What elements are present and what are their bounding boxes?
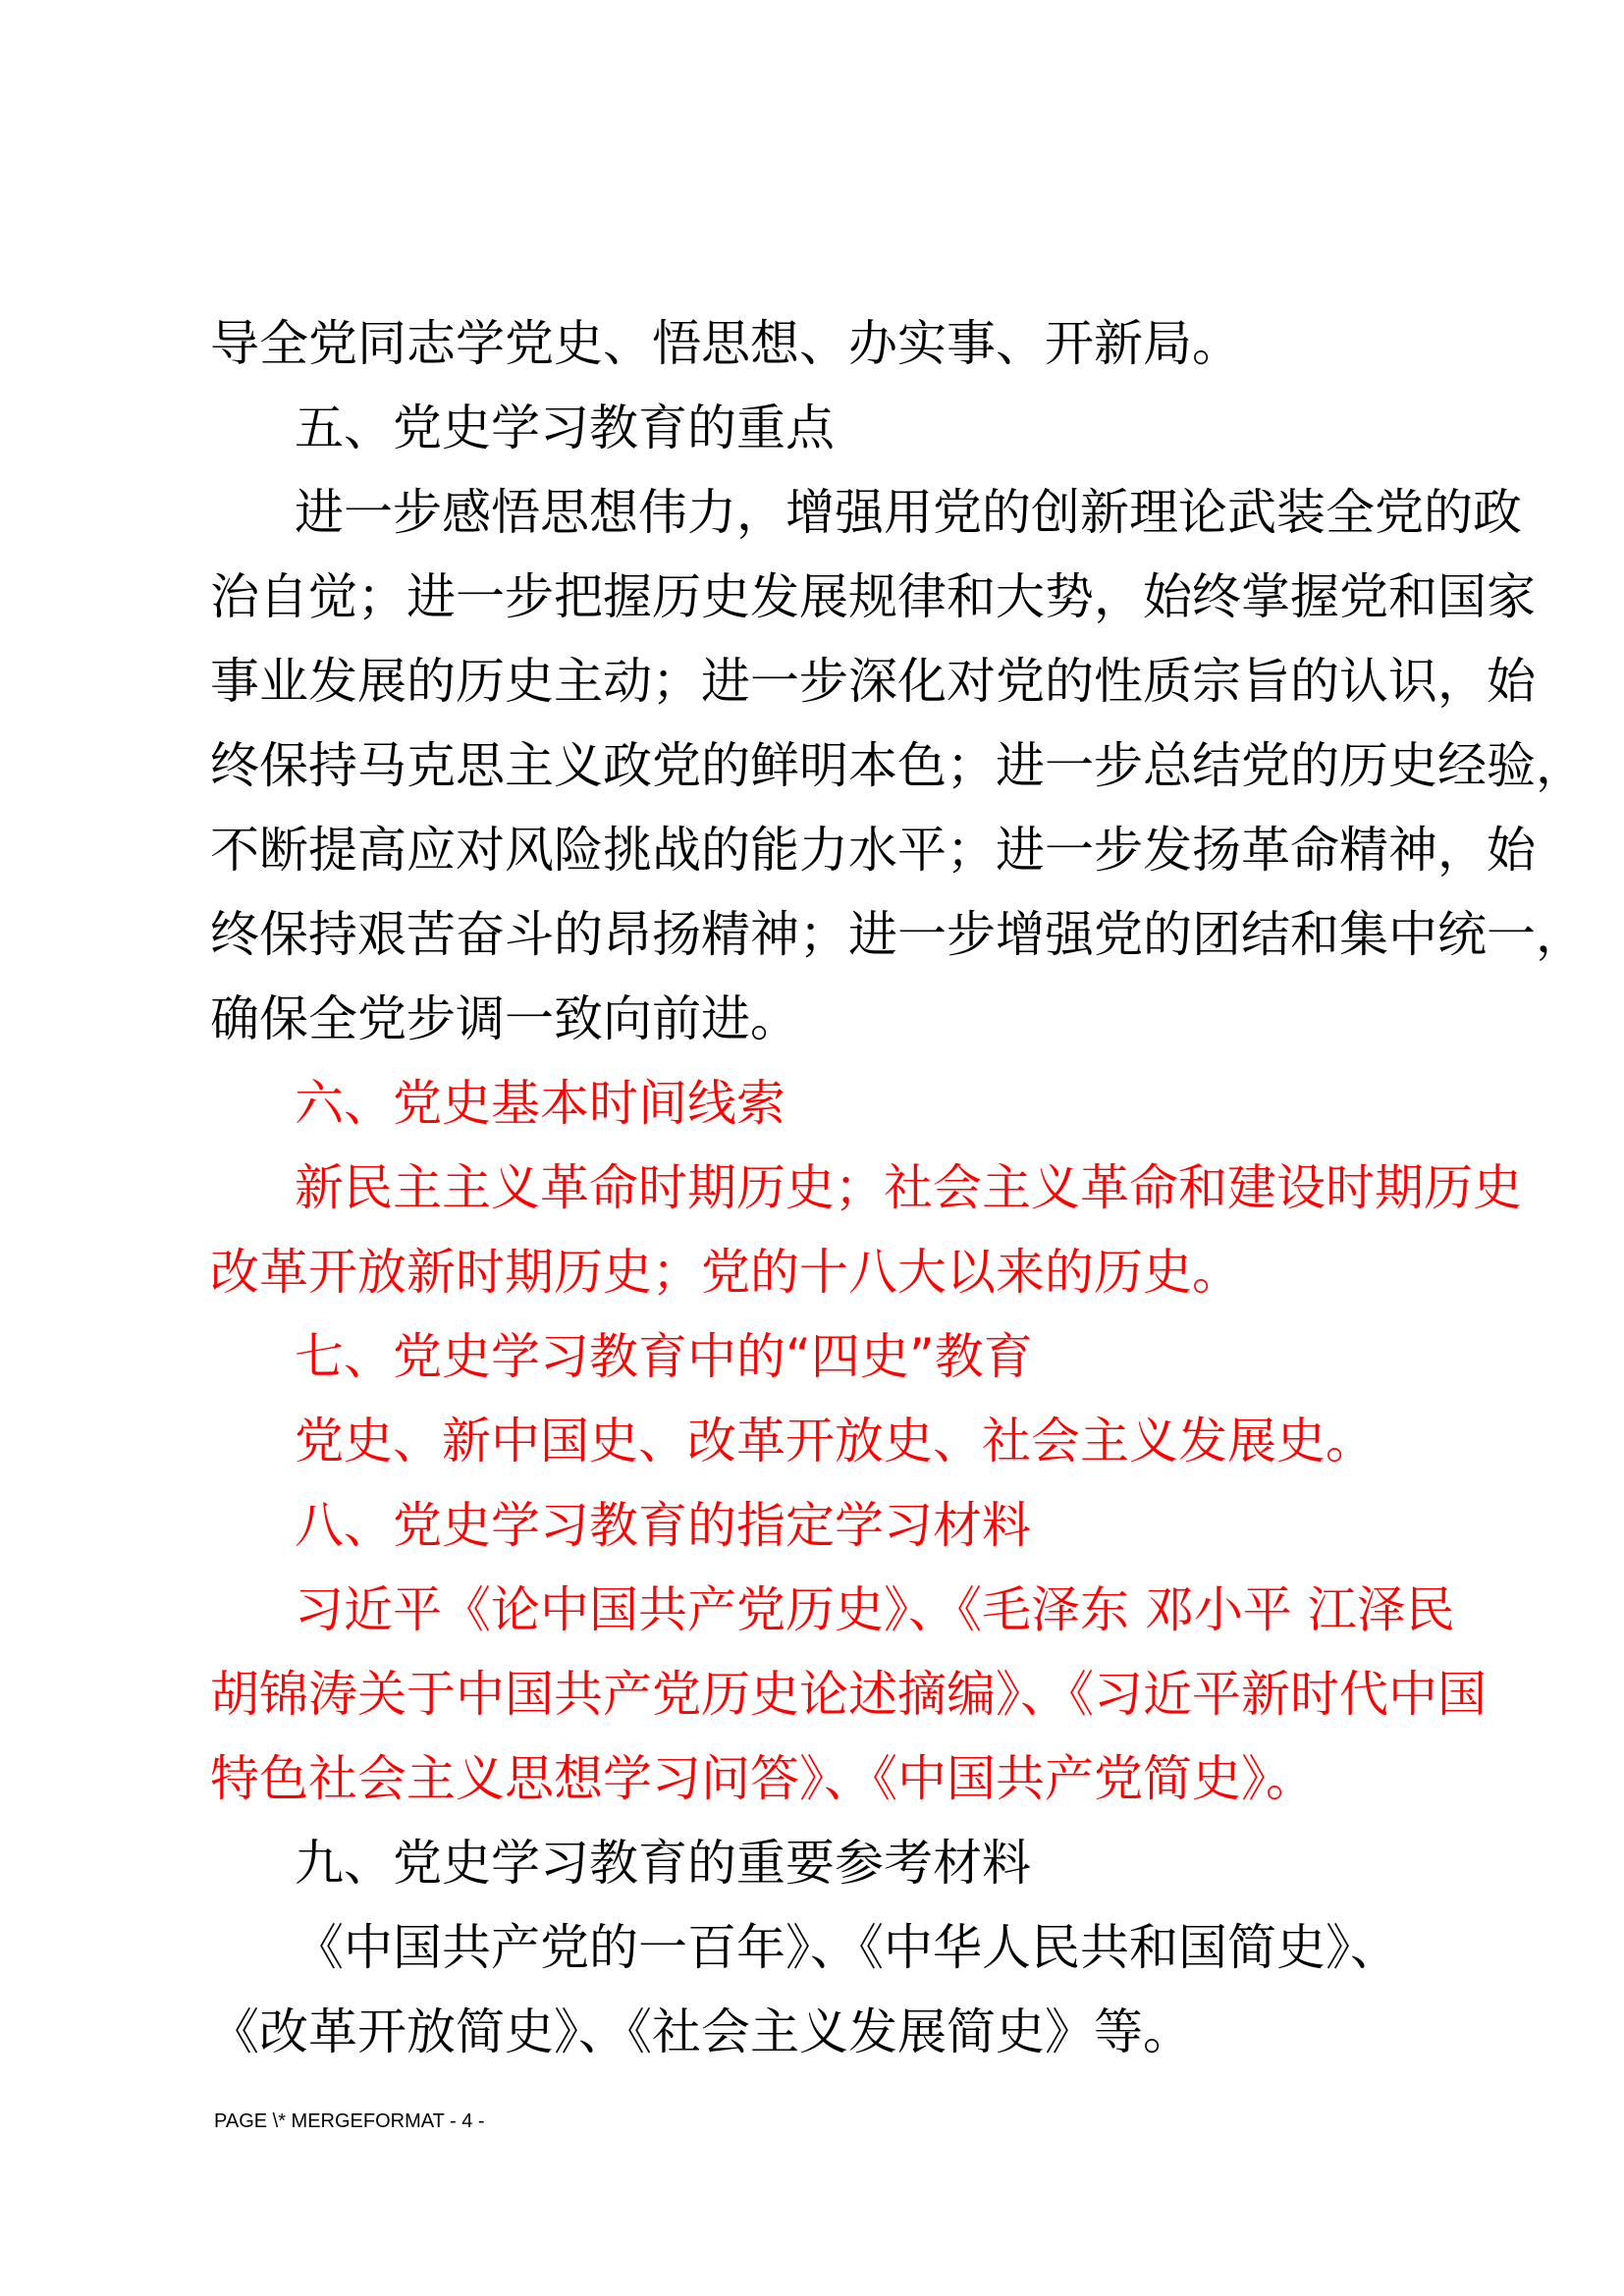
text-line: 党史、新中国史、改革开放史、社会主义发展史。 [295, 1413, 1375, 1469]
text-line: 胡锦涛关于中国共产党历史论述摘编》、《习近平新时代中国 [210, 1666, 1487, 1723]
section-heading-8: 八、党史学习教育的指定学习材料 [295, 1497, 1031, 1554]
page-footer: PAGE \* MERGEFORMAT - 4 - [214, 2110, 485, 2132]
text-line: 确保全党步调一致向前进。 [210, 990, 799, 1047]
text-line: 终保持马克思主义政党的鲜明本色；进一步总结党的历史经验， [210, 737, 1585, 794]
text-line: 不断提高应对风险挑战的能力水平；进一步发扬革命精神，始 [210, 822, 1536, 879]
text-line: 《中国共产党的一百年》、《中华人民共和国简史》、 [295, 1919, 1399, 1976]
section-heading-7: 七、党史学习教育中的“四史”教育 [295, 1328, 1033, 1385]
section-heading-9: 九、党史学习教育的重要参考材料 [295, 1835, 1031, 1892]
text-line: 进一步感悟思想伟力，增强用党的创新理论武装全党的政 [295, 484, 1522, 541]
text-line: 治自觉；进一步把握历史发展规律和大势，始终掌握党和国家 [210, 568, 1536, 625]
text-line: 导全党同志学党史、悟思想、办实事、开新局。 [210, 315, 1241, 372]
text-line: 事业发展的历史主动；进一步深化对党的性质宗旨的认识，始 [210, 653, 1536, 710]
section-heading-6: 六、党史基本时间线索 [295, 1075, 785, 1132]
text-line: 特色社会主义思想学习问答》、《中国共产党简史》。 [210, 1750, 1315, 1807]
text-line: 《改革开放简史》、《社会主义发展简史》等。 [210, 2003, 1192, 2060]
text-line: 习近平《论中国共产党历史》、《毛泽东 邓小平 江泽民 [295, 1581, 1455, 1638]
section-heading-5: 五、党史学习教育的重点 [295, 400, 835, 456]
text-line: 终保持艰苦奋斗的昂扬精神；进一步增强党的团结和集中统一， [210, 906, 1585, 963]
text-line: 改革开放新时期历史；党的十八大以来的历史。 [210, 1244, 1241, 1301]
text-line: 新民主主义革命时期历史；社会主义革命和建设时期历史 [295, 1159, 1522, 1216]
